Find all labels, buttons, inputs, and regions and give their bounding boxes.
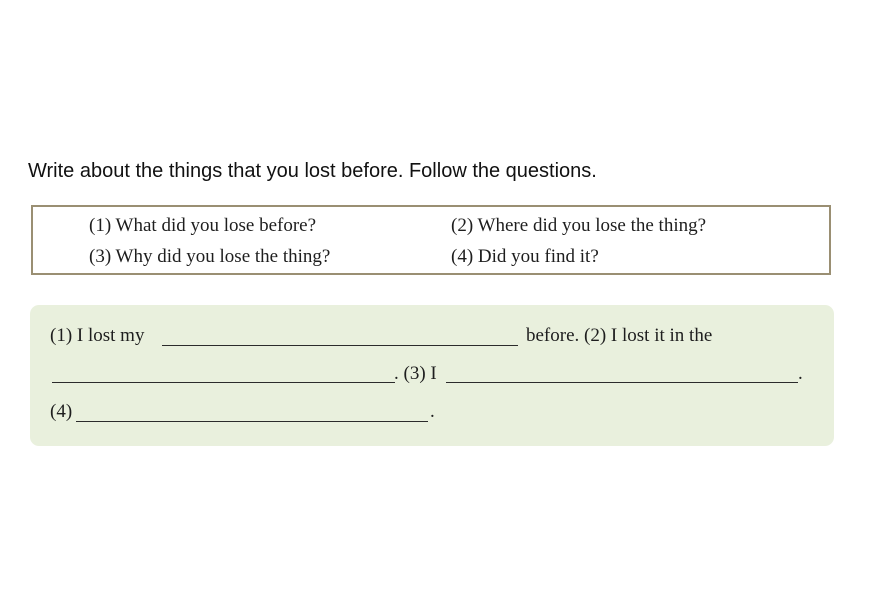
answer-1-prefix: (1) I lost my bbox=[50, 325, 145, 346]
question-3: (3) Why did you lose the thing? bbox=[89, 246, 331, 267]
answer-4-period: . bbox=[430, 401, 435, 422]
answer-3-prefix: . (3) I bbox=[394, 363, 437, 384]
blank-place-lost[interactable] bbox=[52, 382, 395, 383]
question-2: (2) Where did you lose the thing? bbox=[451, 215, 707, 236]
answer-2-prefix: before. (2) I lost it in the bbox=[526, 325, 713, 346]
answer-box bbox=[30, 305, 834, 446]
exercise-instruction: Write about the things that you lost before. Follow the questions. bbox=[28, 160, 597, 182]
question-4: (4) Did you find it? bbox=[451, 246, 599, 267]
answer-4-prefix: (4) bbox=[50, 401, 73, 422]
blank-found-it[interactable] bbox=[76, 421, 428, 422]
blank-reason-lost[interactable] bbox=[446, 382, 798, 383]
answer-3-period: . bbox=[798, 363, 803, 384]
guide-questions-box bbox=[31, 205, 831, 275]
question-1: (1) What did you lose before? bbox=[89, 215, 317, 236]
blank-thing-lost[interactable] bbox=[162, 345, 518, 346]
